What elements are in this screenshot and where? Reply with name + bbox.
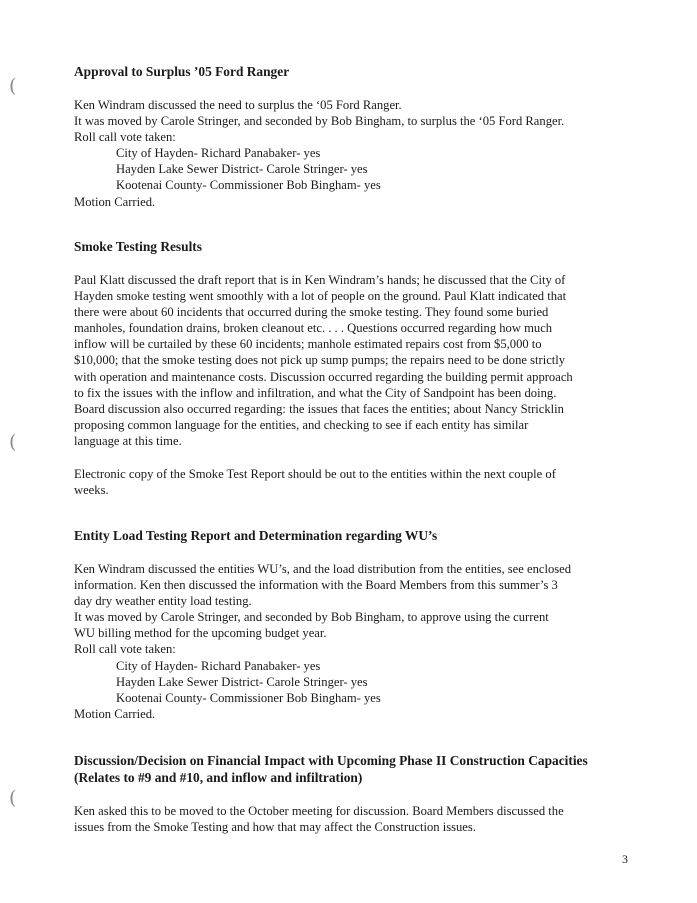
text-line: manholes, foundation drains, broken cleanout etc. . . . Questions occurred regarding how much bbox=[74, 321, 553, 336]
text-line: Ken asked this to be moved to the October meeting for discussion. Board Members discussed the bbox=[74, 804, 564, 818]
margin-mark: ( bbox=[9, 431, 17, 453]
vote-line: Hayden Lake Sewer District- Carole Stringer- yes bbox=[116, 674, 368, 689]
margin-mark: ( bbox=[9, 787, 17, 809]
text-line: Roll call vote taken: bbox=[74, 130, 176, 145]
text-line: $10,000; that the smoke testing does not pick up sump pumps; the repairs need to be done strictly bbox=[74, 353, 566, 368]
text-line: with operation and maintenance costs. Discussion occurred regarding the building permit approach bbox=[74, 369, 573, 384]
section-heading: Discussion/Decision on Financial Impact with Upcoming Phase II Construction Capacities bbox=[74, 753, 588, 768]
text-line: Hayden smoke testing went smoothly with a lot of people on the ground. Paul Klatt indicated that bbox=[74, 289, 567, 304]
text-line: Ken Windram discussed the entities WU’s, and the load distribution from the entities, see enclosed bbox=[74, 562, 572, 576]
motion-result: Motion Carried. bbox=[74, 706, 156, 721]
text-line: proposing common language for the entities, and checking to see if each entity has similar bbox=[74, 417, 529, 432]
text-line: to fix the issues with the inflow and infiltration, and what the City of Sandpoint has been doing. bbox=[74, 385, 557, 400]
text-line: there were about 60 incidents that occurred during the smoke testing. They found some buried bbox=[74, 305, 549, 320]
text-line: Paul Klatt discussed the draft report that is in Ken Windram’s hands; he discussed that the City of bbox=[74, 273, 566, 287]
section-heading: Smoke Testing Results bbox=[74, 239, 202, 254]
motion-result: Motion Carried. bbox=[74, 194, 156, 209]
section-heading: (Relates to #9 and #10, and inflow and infiltration) bbox=[74, 770, 363, 785]
vote-line: Kootenai County- Commissioner Bob Bingham- yes bbox=[116, 178, 381, 193]
text-line: day dry weather entity load testing. bbox=[74, 594, 252, 609]
section-heading: Entity Load Testing Report and Determination regarding WU’s bbox=[74, 528, 438, 543]
section-financial-impact bbox=[74, 752, 654, 835]
text-line: Roll call vote taken: bbox=[74, 642, 176, 657]
vote-line: City of Hayden- Richard Panabaker- yes bbox=[116, 146, 321, 161]
text-line: WU billing method for the upcoming budget year. bbox=[74, 626, 327, 641]
margin-mark: ( bbox=[9, 75, 17, 97]
section-smoke-testing bbox=[74, 238, 654, 498]
text-line: Board discussion also occurred regarding: the issues that faces the entities; about Nancy Stricklin bbox=[74, 401, 564, 416]
text-line: Electronic copy of the Smoke Test Report should be out to the entities within the next couple of bbox=[74, 467, 556, 482]
section-load-testing bbox=[74, 527, 654, 722]
text-line: language at this time. bbox=[74, 433, 182, 448]
vote-line: City of Hayden- Richard Panabaker- yes bbox=[116, 658, 321, 673]
vote-line: Kootenai County- Commissioner Bob Bingham- yes bbox=[116, 690, 381, 705]
page-number: 3 bbox=[622, 852, 628, 866]
text-line: It was moved by Carole Stringer, and seconded by Bob Bingham, to approve using the current bbox=[74, 610, 549, 625]
text-line: information. Ken then discussed the information with the Board Members from this summer’s 3 bbox=[74, 578, 558, 593]
section-surplus-ranger bbox=[74, 63, 654, 210]
text-line: It was moved by Carole Stringer, and seconded by Bob Bingham, to surplus the ‘05 Ford Ranger. bbox=[74, 114, 565, 129]
text-line: weeks. bbox=[74, 483, 109, 498]
text-line: issues from the Smoke Testing and how that may affect the Construction issues. bbox=[74, 820, 476, 835]
vote-line: Hayden Lake Sewer District- Carole Stringer- yes bbox=[116, 162, 368, 177]
text-line: inflow will be curtailed by these 60 incidents; manhole estimated repairs cost from $5,000 to bbox=[74, 337, 542, 352]
section-heading: Approval to Surplus ’05 Ford Ranger bbox=[74, 64, 290, 79]
text-line: Ken Windram discussed the need to surplus the ‘05 Ford Ranger. bbox=[74, 98, 402, 112]
